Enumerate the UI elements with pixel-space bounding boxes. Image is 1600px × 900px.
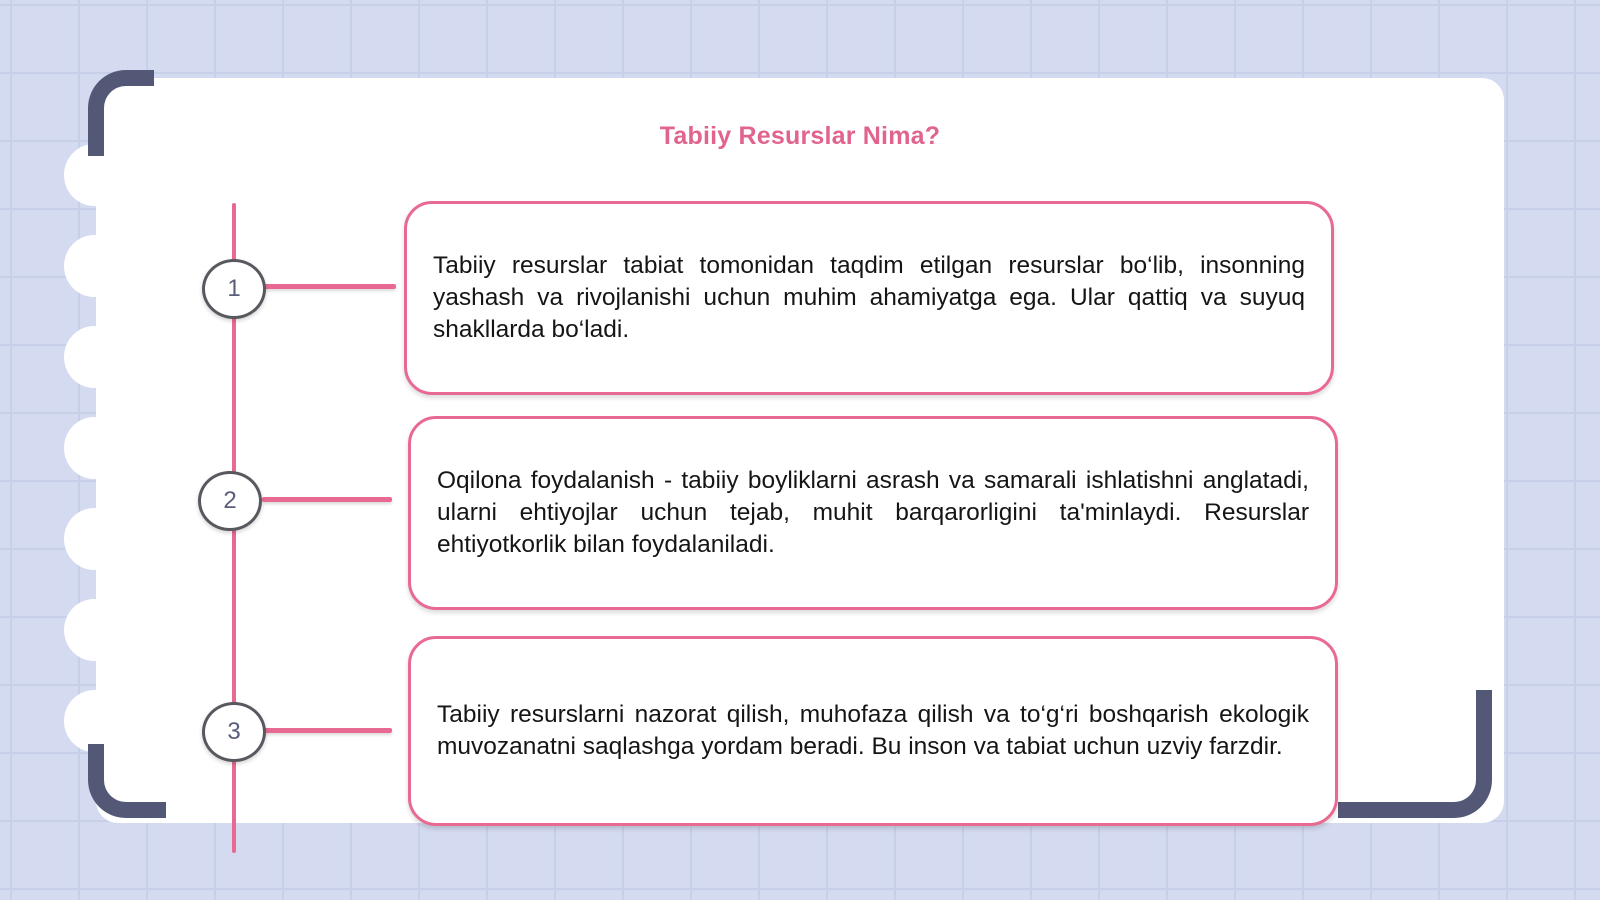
corner-bracket-bottom-right — [1338, 690, 1492, 818]
timeline-connector-2 — [262, 497, 392, 502]
timeline-number-1: 1 — [202, 259, 266, 319]
timeline-card-text: Tabiiy resurslarni nazorat qilish, muhofaza qilish va to‘g‘ri boshqarish ekologik muvozanatni saqlashga yordam beradi. Bu inson va tabiat uchun uzviy farzdir. — [437, 701, 1309, 760]
timeline-connector-1 — [262, 284, 396, 289]
timeline-number-3: 3 — [202, 702, 266, 762]
timeline-card-1 — [404, 201, 1334, 395]
timeline-card-2 — [408, 416, 1338, 610]
timeline-connector-3 — [262, 728, 392, 733]
timeline-card-3 — [408, 636, 1338, 826]
timeline-number-2: 2 — [198, 471, 262, 531]
corner-bracket-bottom-left — [88, 744, 166, 818]
timeline-card-text: Tabiiy resurslar tabiat tomonidan taqdim etilgan resurslar bo‘lib, insonning yashash va rivojlanishi uchun muhim ahamiyatga ega. Ular qattiq va suyuq shakllarda bo‘ladi. — [433, 252, 1305, 343]
slide-title: Tabiiy Resurslar Nima? — [659, 122, 941, 150]
timeline-card-text: Oqilona foydalanish - tabiiy boyliklarni asrash va samarali ishlatishni anglatadi, ularni ehtiyojlar uchun tejab, muhit barqarorligini ta'minlaydi. Resurslar ehtiyotkorlik bilan foydalaniladi. — [437, 467, 1309, 558]
